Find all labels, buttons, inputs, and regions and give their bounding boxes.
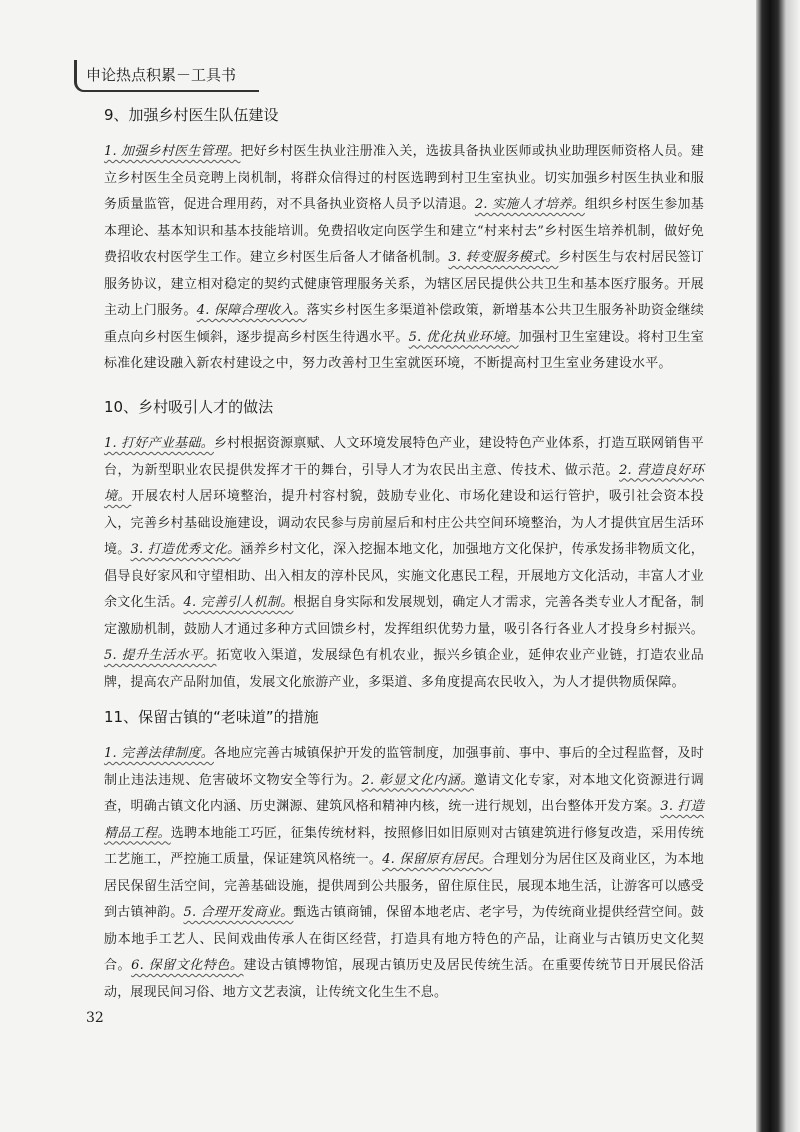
keyword-heading: 3. 打造精品工程。 — [104, 799, 704, 841]
keyword-heading: 4. 完善引人机制。 — [183, 595, 294, 610]
keyword-heading: 2. 彰显文化内涵。 — [361, 772, 474, 788]
section-10 — [104, 396, 704, 696]
keyword-heading: 3. 转变服务模式。 — [448, 250, 559, 265]
body-text: 开展农村人居环境整治，提升村容村貌，鼓励专业化、市场化建设和运行管护，吸引社会资本投入，完善乡村基础设施建设，调动农民参与房前屋后和村庄公共空间环境整治，为人才提供宜居生活环境。 — [104, 489, 704, 557]
keyword-heading: 4. 保留原有居民。 — [382, 852, 493, 867]
body-text: 落实乡村医生多渠道补偿政策，新增基本公共卫生服务补助资金继续重点向乡村医生倾斜，逐步提高乡村医生待遇水平。 — [104, 303, 704, 345]
keyword-heading: 1. 加强乡村医生管理。 — [104, 144, 241, 159]
section-11 — [104, 706, 704, 1006]
section-title: 11、保留古镇的“老味道”的措施 — [104, 708, 319, 726]
scan-edge — [756, 0, 800, 1132]
section-body — [104, 741, 704, 1006]
keyword-heading: 4. 保障合理收入。 — [196, 303, 307, 318]
keyword-heading: 1. 打好产业基础。 — [104, 436, 214, 451]
keyword-heading: 3. 打造优秀文化。 — [130, 542, 241, 557]
keyword-heading: 1. 完善法律制度。 — [104, 746, 214, 761]
section-body — [104, 431, 704, 696]
section-body — [104, 139, 704, 378]
keyword-heading: 5. 提升生活水平。 — [104, 648, 217, 663]
section-9 — [104, 104, 704, 378]
body-text: 组织乡村医生参加基本理论、基本知识和基本技能培训。免费招收定向医学生和建立“村来村去”乡村医生培养机制，做好免费招收农村医学生工作。建立乡村医生后备人才储备机制。 — [104, 197, 704, 265]
body-text: 甄选古镇商铺，保留本地老店、老字号，为传统商业提供经营空间。鼓励本地手工艺人、民间戏曲传承人在街区经营，打造具有地方特色的产品，让商业与古镇历史文化契合。 — [104, 905, 705, 973]
keyword-heading: 6. 保留文化特色。 — [131, 958, 244, 973]
body-text: 邀请文化专家，对本地文化资源进行调查，明确古镇文化内涵、历史渊源、建筑风格和精神内核，统一进行规划，出台整体开发方案。 — [104, 772, 704, 814]
body-text: 拓宽收入渠道，发展绿色有机农业，振兴乡镇企业，延伸农业产业链，打造农业品牌，提高农产品附加值，发展文化旅游产业，多渠道、多角度提高农民收入，为人才提供物质保障。 — [104, 648, 704, 690]
keyword-heading: 2. 营造良好环境。 — [104, 462, 704, 504]
body-text: 加强村卫生室建设。将村卫生室标准化建设融入新农村建设之中，努力改善村卫生室就医环境，不断提高村卫生室业务建设水平。 — [104, 329, 704, 371]
body-text: 根据自身实际和发展规划，确定人才需求，完善各类专业人才配备，制定激励机制，鼓励人才通过多种方式回馈乡村，发挥组织优势力量，吸引各行各业人才投身乡村振兴。 — [104, 595, 705, 637]
running-header: 申论热点积累－工具书 — [86, 66, 237, 84]
body-text: 涵养乡村文化，深入挖掘本地文化，加强地方文化保护，传承发扬非物质文化，倡导良好家风和守望相助、出入相友的淳朴民风，实施文化惠民工程，开展地方文化活动，丰富人才业余文化生活。 — [104, 542, 704, 610]
keyword-heading: 2. 实施人才培养。 — [474, 197, 585, 212]
page-number: 32 — [86, 1010, 104, 1026]
section-title: 10、乡村吸引人才的做法 — [104, 398, 274, 416]
body-text: 把好乡村医生执业注册准入关，选拔具备执业医师或执业助理医师资格人员。建立乡村医生全员竞聘上岗机制，将群众信得过的村医选聘到村卫生室执业。切实加强乡村医生执业和服务质量监管，促进合理用药，对不具备执业资格人员予以清退。 — [104, 144, 704, 212]
keyword-heading: 5. 合理开发商业。 — [183, 905, 294, 920]
body-text: 建设古镇博物馆，展现古镇历史及居民传统生活。在重要传统节日开展民俗活动，展现民间习俗、地方文艺表演，让传统文化生生不息。 — [104, 958, 704, 1000]
body-text: 乡村医生与农村居民签订服务协议，建立相对稳定的契约式健康管理服务关系，为辖区居民提供公共卫生和基本医疗服务。开展主动上门服务。 — [104, 250, 705, 318]
keyword-heading: 5. 优化执业环境。 — [408, 329, 519, 345]
body-text: 乡村根据资源禀赋、人文环境发展特色产业，建设特色产业体系，打造互联网销售平台，为新型职业农民提供发挥才干的舞台，引导人才为农民出主意、传技术、做示范。 — [104, 436, 704, 478]
body-text: 选聘本地能工巧匠，征集传统材料，按照修旧如旧原则对古镇建筑进行修复改造，采用传统工艺施工，严控施工质量，保证建筑风格统一。 — [104, 825, 704, 867]
section-title: 9、加强乡村医生队伍建设 — [104, 106, 279, 124]
body-text: 合理划分为居住区及商业区，为本地居民保留生活空间，完善基础设施，提供周到公共服务，留住原住民，展现本地生活，让游客可以感受到古镇神韵。 — [104, 852, 705, 920]
body-text: 各地应完善古城镇保护开发的监管制度，加强事前、事中、事后的全过程监督，及时制止违法违规、危害破坏文物安全等行为。 — [104, 746, 704, 788]
